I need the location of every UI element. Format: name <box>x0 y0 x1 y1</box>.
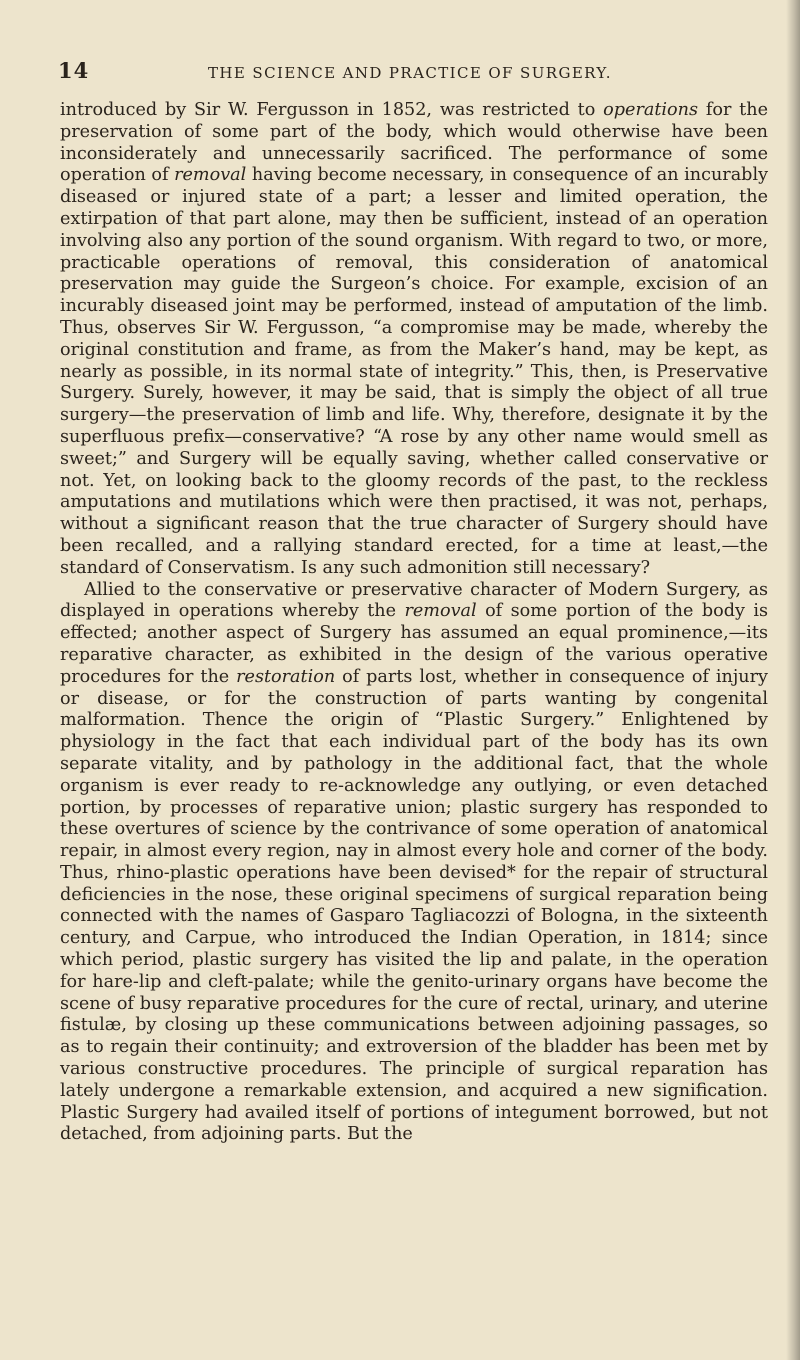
paragraph-plastic-surgery <box>60 580 768 1147</box>
text-span: having become necessary, in consequence of an incurably diseased or injured state of a part; a lesser and limited operation, the extirpation of that part alone, may then be sufficient, instead of an operation involving also any portion of the sound organism. With regard to two, or more, practicable operations of removal, this consideration of anatomical preservation may guide the Surgeon’s choice. For example, excision of an incurably diseased joint may be performed, instead of amputation of the limb. Thus, observes Sir W. Fergusson, “a compromise may be made, whereby the original constitution and frame, as from the Maker’s hand, may be kept, as nearly as possible, in its normal state of integrity.” This, then, is Preservative Surgery. Surely, however, it may be said, that is simply the object of all true surgery—the preservation of limb and life. Why, therefore, designate it by the superfluous prefix—conservative? “A rose by any other name would smell as sweet;” and Surgery will be equally saving, whether called conservative or not. Yet, on looking back to the gloomy records of the past, to the reckless amputations and mutilations which were then practised, it was not, perhaps, without a significant reason that the true character of Surgery should have been recalled, and a rallying standard erected, for a time at least,—the standard of Conservatism. Is any such admonition still necessary? <box>60 165 769 578</box>
page-binding-shadow <box>786 0 800 1360</box>
italic-span: restoration <box>236 666 336 687</box>
italic-span: operations <box>603 100 698 120</box>
text-span: introduced by Sir W. Fergusson in 1852, was restricted to <box>60 100 604 120</box>
text-span: of parts lost, whether in consequence of injury or disease, or for the construction of parts wanting by congenital malformation. Thence the origin of “Plastic Surgery.” Enlightened by physiology in the fact that each individual part of the body has its own separate vitality, and by pathology in the additional fact, that the whole organism is ever ready to re-acknowledge any outlying, or even detached portion, by processes of reparative union; plastic surgery has responded to these overtures of science by the contrivance of some operation of anatomical repair, in almost every region, nay in almost every hole and corner of the body. Thus, rhino-plastic operations have been devised* for the repair of structural deficiencies in the nose, these original specimens of surgical reparation being connected with the names of Gasparo Tagliacozzi of Bologna, in the sixteenth century, and Carpue, who introduced the Indian Operation, in 1814; since which period, plastic surgery has visited the lip and palate, in the operation for hare-lip and cleft-palate; while the genito-urinary organs have become the scene of busy reparative procedures for the cure of rectal, urinary, and uterine fistulæ, by closing up these communications between adjoining passages, so as to regain their continuity; and extroversion of the bladder has been met by various constructive procedures. The principle of surgical reparation has lately undergone a remarkable extension, and acquired a new signification. Plastic Surgery had availed itself of portions of integument borrowed, but not detached, from adjoining parts. But the <box>60 666 768 1145</box>
page-number: 14 <box>58 58 90 83</box>
italic-span: removal <box>404 601 477 622</box>
italic-span: removal <box>174 165 247 186</box>
text-span: Allied to the conservative or preservative character of Modern Surgery, as displayed in operations whereby the <box>60 579 768 622</box>
body-text <box>60 100 768 1146</box>
paragraph-conservative-surgery <box>60 100 768 580</box>
running-title: THE SCIENCE AND PRACTICE OF SURGERY. <box>208 64 612 82</box>
page-header <box>0 58 800 84</box>
text-span: for the preservation of some part of the body, which would otherwise have been inconsiderately and unnecessarily sacrificed. The performance of some operation of <box>60 100 768 186</box>
text-span: of some portion of the body is effected; another aspect of Surgery has assumed an equal prominence,—its reparative character, as exhibited in the design of the various operative procedures for the <box>60 601 768 687</box>
